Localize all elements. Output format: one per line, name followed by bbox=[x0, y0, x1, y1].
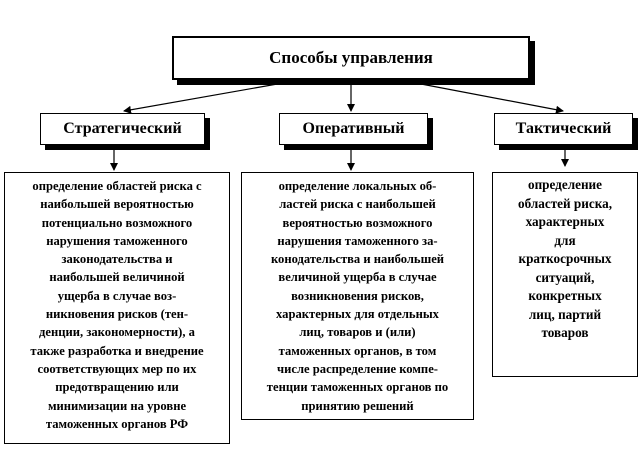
description-line: тенции таможенных органов по bbox=[266, 380, 449, 395]
description-line: предотвращению или bbox=[55, 380, 179, 395]
method-node-strategic bbox=[40, 113, 205, 145]
tactical-description-box bbox=[492, 172, 638, 377]
description-line: законодательства и bbox=[61, 252, 173, 267]
description-line: денции, закономерности), а bbox=[39, 325, 195, 340]
description-line: областей риска, bbox=[517, 195, 612, 211]
description-line: величиной ущерба в случае bbox=[278, 270, 437, 285]
description-line: товаров bbox=[541, 325, 589, 340]
strategic-description-box bbox=[4, 172, 230, 444]
root-node bbox=[172, 36, 530, 80]
description-line: определение bbox=[527, 177, 603, 192]
description-line: для bbox=[554, 232, 576, 248]
description-line: соответствующих мер по их bbox=[37, 361, 197, 376]
method-node-operative bbox=[279, 113, 428, 145]
method-label-tactical: Тактический bbox=[515, 120, 612, 137]
description-line: потенциально возможного bbox=[41, 215, 193, 230]
description-line: принятию решений bbox=[301, 398, 414, 413]
operative-description-box bbox=[241, 172, 474, 420]
description-line: наибольшей величиной bbox=[49, 270, 185, 285]
method-label-operative: Оперативный bbox=[302, 120, 405, 137]
method-node-tactical bbox=[494, 113, 633, 145]
description-line: минимизации на уровне bbox=[47, 398, 187, 413]
description-line: краткосрочных bbox=[518, 251, 612, 266]
description-line: таможенных органов, в том bbox=[278, 343, 437, 358]
description-line: ластей риска с наибольшей bbox=[279, 197, 436, 212]
arrow-root-to-tactical bbox=[400, 80, 563, 111]
description-line: лиц, товаров и (или) bbox=[299, 325, 416, 340]
description-line: нарушения таможенного bbox=[46, 233, 188, 248]
arrow-root-to-strategic bbox=[124, 80, 300, 111]
description-line: нарушения таможенного за- bbox=[277, 233, 438, 248]
description-line: возникновения рисков, bbox=[291, 288, 424, 303]
description-line: определение локальных об- bbox=[278, 179, 437, 193]
description-line: конодательства и наибольшей bbox=[270, 252, 445, 267]
description-line: также разработка и внедрение bbox=[30, 343, 204, 358]
description-line: числе распределение компе- bbox=[277, 361, 438, 376]
description-line: наибольшей вероятностью bbox=[40, 197, 194, 212]
description-line: ущерба в случае воз- bbox=[57, 288, 177, 303]
description-line: определение областей риска с bbox=[32, 179, 202, 193]
description-line: таможенных органов РФ bbox=[45, 416, 189, 431]
root-label: Способы управления bbox=[269, 48, 433, 67]
description-line: характерных bbox=[525, 214, 605, 229]
description-line: лиц, партий bbox=[528, 306, 602, 322]
method-label-strategic: Стратегический bbox=[63, 120, 182, 137]
description-line: никновения рисков (тен- bbox=[45, 307, 189, 322]
description-line: конкретных bbox=[528, 288, 602, 303]
description-line: вероятностью возможного bbox=[282, 215, 433, 230]
description-line: характерных для отдельных bbox=[276, 307, 439, 322]
description-line: ситуаций, bbox=[535, 269, 595, 285]
